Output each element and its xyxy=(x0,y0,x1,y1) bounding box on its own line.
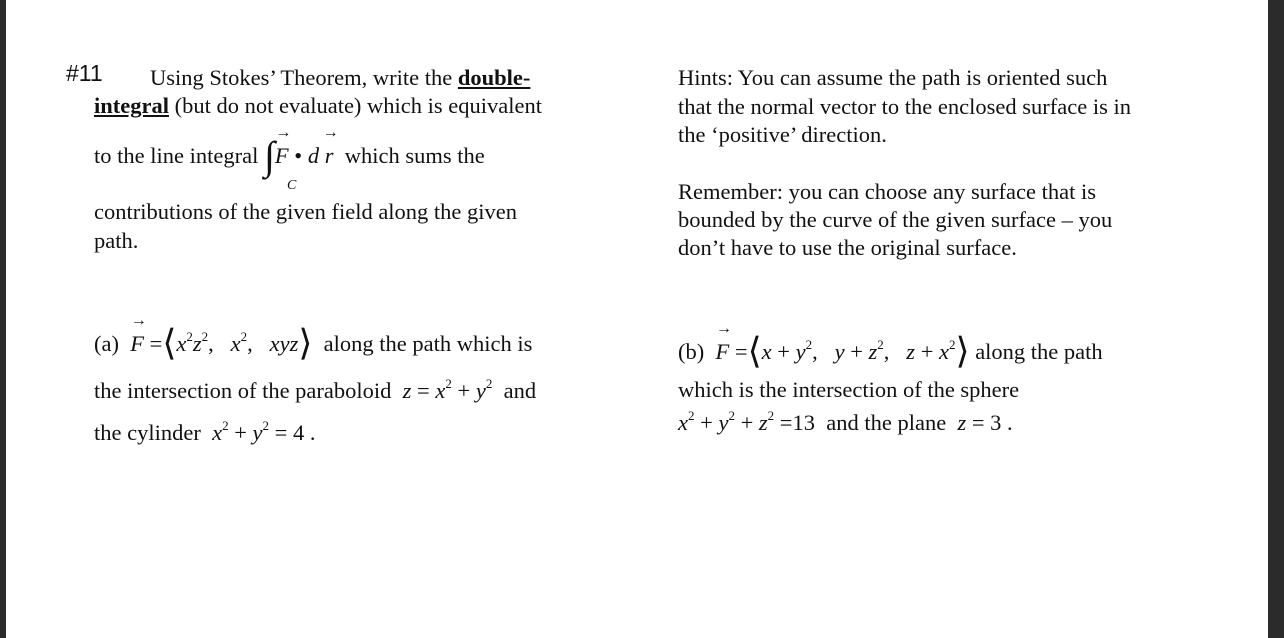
contrib-line-2: path. xyxy=(94,228,139,253)
arrow-icon: → xyxy=(275,124,292,141)
part-a-line-2: the intersection of the paraboloid $z = x^2 + y^2$ and xyxy=(94,375,537,403)
part-b-line-2: which is the intersection of the sphere xyxy=(678,377,1020,402)
part-a-cylinder-text: the cylinder xyxy=(94,420,201,445)
part-b-after-field: along the path xyxy=(975,339,1103,364)
double-keyword: double- xyxy=(457,65,531,90)
remember-line-1: Remember: you can choose any surface that is xyxy=(678,179,1096,204)
integral-subscript: C xyxy=(287,178,297,193)
remember-line-3: don’t have to use the original surface. xyxy=(678,235,1017,260)
part-b-sphere-value: =13 xyxy=(779,410,815,435)
part-a-cylinder-value: = 4 . xyxy=(274,420,316,445)
intro-line-1 xyxy=(150,64,530,92)
arrow-icon: → xyxy=(322,124,339,141)
vector-f: → F xyxy=(274,124,292,168)
arrow-icon: → xyxy=(130,312,147,329)
remember-line-2: bounded by the curve of the given surface – you xyxy=(678,207,1113,232)
problem-number: #11 xyxy=(66,60,103,86)
part-a-after-field: along the path which is xyxy=(323,331,533,356)
hint-line-3: the ‘positive’ direction. xyxy=(678,122,887,147)
part-a-label: (a) xyxy=(94,331,119,356)
part-a-line-1: (a) → $F =⟨x^2z^2$, $x^2$, xyz⟩ along the path which is xyxy=(94,312,533,363)
part-a-paraboloid-text: the intersection of the paraboloid xyxy=(94,378,392,403)
line-integral-text: to the line integral xyxy=(94,143,259,168)
intro-text: Using Stokes’ Theorem, write the xyxy=(150,65,458,90)
document-page xyxy=(6,0,1268,638)
vector-r: → r xyxy=(322,124,339,168)
vector-f: → F xyxy=(715,320,732,364)
hint-line-1: Hints: You can assume the path is oriented such xyxy=(678,65,1108,90)
part-b-line-1: (b) → F =⟨x + $y^2$, $y + z^2$, $z + x^2⟩$ along the path xyxy=(678,320,1103,371)
part-b-label: (b) xyxy=(678,339,705,364)
part-b-plane-text: and the plane xyxy=(826,410,947,435)
part-a-line-3: the cylinder $x^2 + y^2 = 4$ . xyxy=(94,417,316,445)
part-b-plane-value: = 3 . xyxy=(971,410,1013,435)
contrib-line-1: contributions of the given field along the given xyxy=(94,199,518,224)
hint-line-2: that the normal vector to the enclosed surface is in xyxy=(678,94,1131,119)
intro-line-2 xyxy=(94,92,542,120)
vector-f: → F xyxy=(130,312,147,356)
intro-rest: (but do not evaluate) which is equivalent xyxy=(168,93,543,118)
part-b-line-3: $x^2 + y^2 + z^2 =13$ and the plane z = 3 . xyxy=(678,407,1013,435)
line-integral-post: which sums the xyxy=(344,143,485,168)
part-a-and: and xyxy=(503,378,537,403)
integral-sign: ∫ xyxy=(263,133,275,178)
line-integral-line: to the line integral ∫ → F • d → r which sums the xyxy=(94,124,485,178)
integral-keyword: integral xyxy=(94,93,169,118)
arrow-icon: → xyxy=(715,320,732,337)
